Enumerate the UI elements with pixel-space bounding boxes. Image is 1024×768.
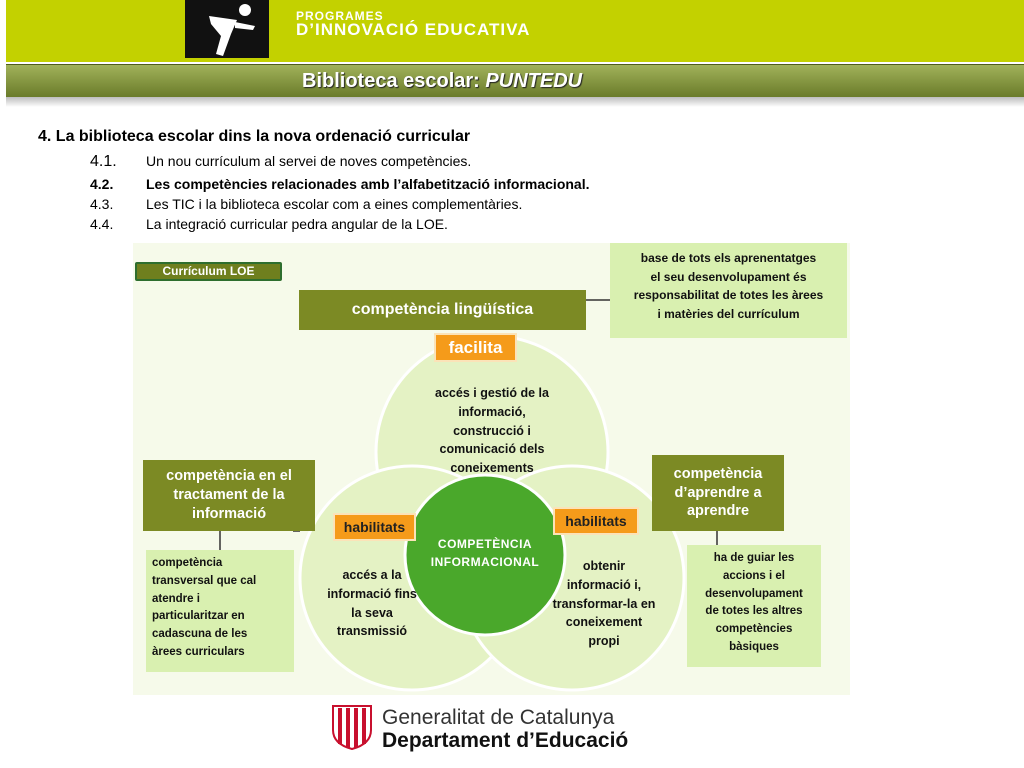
right-desc-line: ha de guiar les [713, 552, 795, 564]
right-circle-line: transformar-la en [552, 596, 656, 611]
left-competence-box [143, 460, 315, 531]
left-desc-box [146, 550, 294, 672]
top-circle-line: accés i gestió de la [435, 386, 549, 400]
left-title-line: informació [191, 505, 267, 522]
left-title-line: competència en el [166, 468, 292, 485]
linguistica-desc-line: i matèries del currículum [657, 306, 800, 321]
linguistica-desc-box [610, 243, 847, 338]
right-title-line: aprendre [686, 503, 750, 520]
center-circle-line: INFORMACIONAL [430, 555, 540, 569]
right-desc-line: competències [715, 623, 793, 636]
right-desc-line: accions i el [722, 569, 785, 582]
top-circle-line: informació, [458, 404, 526, 419]
program-title-line1: PROGRAMES [296, 9, 384, 23]
top-circle-line: coneixements [450, 461, 534, 475]
outline-item-text: Les TIC i la biblioteca escolar com a eines complementàries. [146, 196, 523, 212]
center-circle-line: COMPETÈNCIA [437, 537, 533, 551]
left-circle-text [312, 566, 432, 641]
curriculum-label: Currículum LOE [135, 262, 282, 281]
top-circle-text [402, 384, 582, 478]
outline-item-number: 4.4. [90, 216, 114, 232]
right-circle-line: informació i, [566, 577, 642, 592]
linguistica-desc-line: responsabilitat de totes les àrees [633, 288, 824, 303]
left-desc-line: particularitzar en [152, 610, 245, 623]
left-desc-line: competència [152, 557, 223, 569]
right-circle-line: obtenir [582, 559, 626, 573]
page-title-main: Biblioteca escolar: [302, 70, 486, 92]
right-desc-box [687, 545, 821, 667]
left-desc-line: àrees curriculars [152, 646, 245, 659]
left-circle-line: informació fins [327, 586, 417, 601]
right-circle-line: propi [588, 634, 620, 648]
right-title-line: competència [673, 465, 763, 482]
footer-department: Departament d’Educació [382, 729, 629, 752]
outline-item-number: 4.1. [90, 153, 117, 170]
left-desc-line: cadascuna de les [152, 628, 248, 641]
linguistica-desc-line: base de tots els aprenentatges [640, 251, 817, 265]
page-title-emph: PUNTEDU [485, 70, 583, 92]
program-title-line2: D’INNOVACIÓ EDUCATIVA [296, 20, 531, 39]
habilitats-left-tag: habilitats [333, 513, 416, 541]
right-desc-line: bàsiques [729, 641, 779, 654]
outline-item-text: La integració curricular pedra angular de la LOE. [146, 216, 448, 232]
top-circle-line: comunicació dels [439, 442, 545, 457]
outline-item-number: 4.2. [90, 176, 114, 192]
outline-item-text: Les competències relacionades amb l’alfabetització informacional. [146, 176, 590, 192]
left-title-line: tractament de la [173, 487, 285, 504]
outline-item-text: Un nou currículum al servei de noves competències. [146, 153, 472, 169]
facilita-tag: facilita [434, 333, 517, 362]
center-circle-text [415, 535, 555, 571]
habilitats-right-tag: habilitats [553, 507, 639, 535]
left-circle-line: accés a la [342, 568, 402, 582]
linguistica-desc-line: el seu desenvolupament és [650, 269, 807, 284]
linguistica-title-box: competència lingüística [299, 290, 586, 330]
left-desc-line: transversal que cal [152, 574, 257, 587]
outline-item-number: 4.3. [90, 196, 114, 212]
left-circle-line: transmissió [336, 624, 408, 639]
footer-institution: Generalitat de Catalunya [382, 706, 615, 729]
left-circle-line: la seva [351, 605, 393, 620]
right-title-line: d’aprendre a [674, 484, 762, 501]
right-competence-box [652, 455, 784, 531]
generalitat-seal-icon [331, 704, 373, 750]
left-desc-line: atendre i [152, 592, 200, 605]
right-desc-line: desenvolupament [705, 587, 803, 600]
section-heading: 4. La biblioteca escolar dins la nova ordenació curricular [38, 128, 471, 145]
right-circle-text [538, 557, 670, 651]
right-circle-line: coneixement [565, 615, 643, 630]
top-circle-line: construcció i [453, 423, 531, 438]
right-desc-line: de totes les altres [705, 605, 803, 618]
